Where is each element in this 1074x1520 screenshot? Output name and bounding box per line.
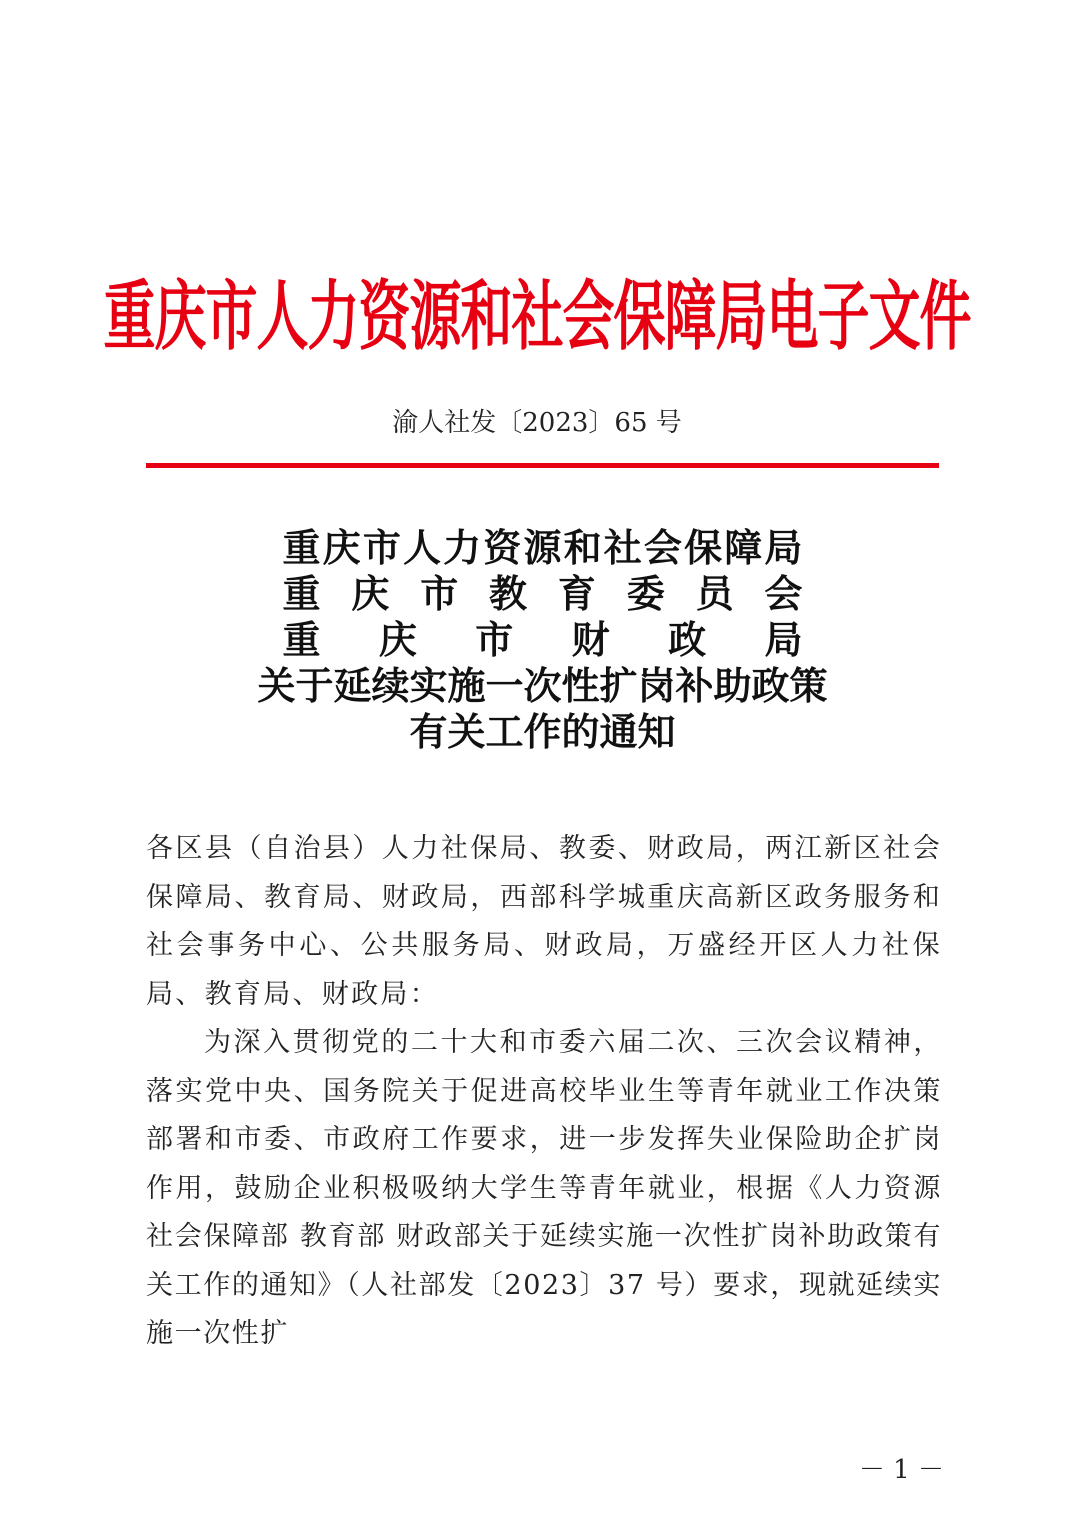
issuer-char: 政 bbox=[668, 617, 707, 662]
issuer-char: 庆 bbox=[351, 571, 390, 616]
subject-line-1: 关于延续实施一次性扩岗补助政策 bbox=[257, 663, 828, 708]
issuer-char: 会 bbox=[764, 571, 803, 616]
addressee-paragraph: 各区县（自治县）人力社保局、教委、财政局，两江新区社会保障局、教育局、财政局，西部科学城重庆高新区政务服务和社会事务中心、公共服务局、财政局，万盛经开区人力社保局、教育局、财政局： bbox=[146, 833, 942, 1010]
issuer-char: 市 bbox=[420, 571, 459, 616]
issuer-char: 育 bbox=[557, 571, 596, 616]
page-number: － 1 － bbox=[858, 1455, 944, 1485]
issuer-line-hrss bbox=[283, 525, 803, 571]
issuer-char: 社 bbox=[603, 525, 642, 570]
issuer-char: 庆 bbox=[322, 525, 361, 570]
issuer-char: 障 bbox=[724, 525, 763, 570]
issuer-char: 局 bbox=[764, 617, 803, 662]
issuer-char: 市 bbox=[475, 617, 514, 662]
body-paragraph-1: 为深入贯彻党的二十大和市委六届二次、三次会议精神，落实党中央、国务院关于促进高校毕业生等青年就业工作决策部署和市委、市政府工作要求，进一步发挥失业保险助企扩岗作用，鼓励企业积极吸纳大学生等青年就业，根据《人力资源社会保障部 教育部 财政部关于延续实施一次性扩岗补助政策有关工作的通知》（人社部发〔2023〕37 号）要求，现就延续实施一次性扩 bbox=[146, 1027, 942, 1349]
masthead-title: 重庆市人力资源和社会保障局电子文件 bbox=[103, 274, 971, 362]
issuer-char: 局 bbox=[764, 525, 803, 570]
issuer-char: 会 bbox=[643, 525, 682, 570]
issuer-char: 教 bbox=[489, 571, 528, 616]
document-title bbox=[146, 525, 939, 755]
issuer-char: 重 bbox=[282, 525, 321, 570]
issuer-char: 委 bbox=[626, 571, 665, 616]
subject-line-2: 有关工作的通知 bbox=[409, 709, 676, 754]
red-divider-rule bbox=[146, 463, 939, 468]
issuer-char: 保 bbox=[684, 525, 723, 570]
document-number: 渝人社发〔2023〕65 号 bbox=[392, 408, 682, 438]
issuer-char: 和 bbox=[563, 525, 602, 570]
issuer-char: 财 bbox=[571, 617, 610, 662]
issuer-line-finance bbox=[283, 617, 803, 663]
issuer-char: 重 bbox=[282, 617, 321, 662]
issuer-char: 力 bbox=[443, 525, 482, 570]
issuer-char: 人 bbox=[402, 525, 441, 570]
issuer-char: 资 bbox=[483, 525, 522, 570]
document-body bbox=[146, 825, 942, 1359]
issuer-char: 重 bbox=[282, 571, 321, 616]
issuer-char: 源 bbox=[523, 525, 562, 570]
issuer-char: 员 bbox=[695, 571, 734, 616]
issuer-char: 市 bbox=[362, 525, 401, 570]
issuer-line-education bbox=[283, 571, 803, 617]
issuer-char: 庆 bbox=[378, 617, 417, 662]
